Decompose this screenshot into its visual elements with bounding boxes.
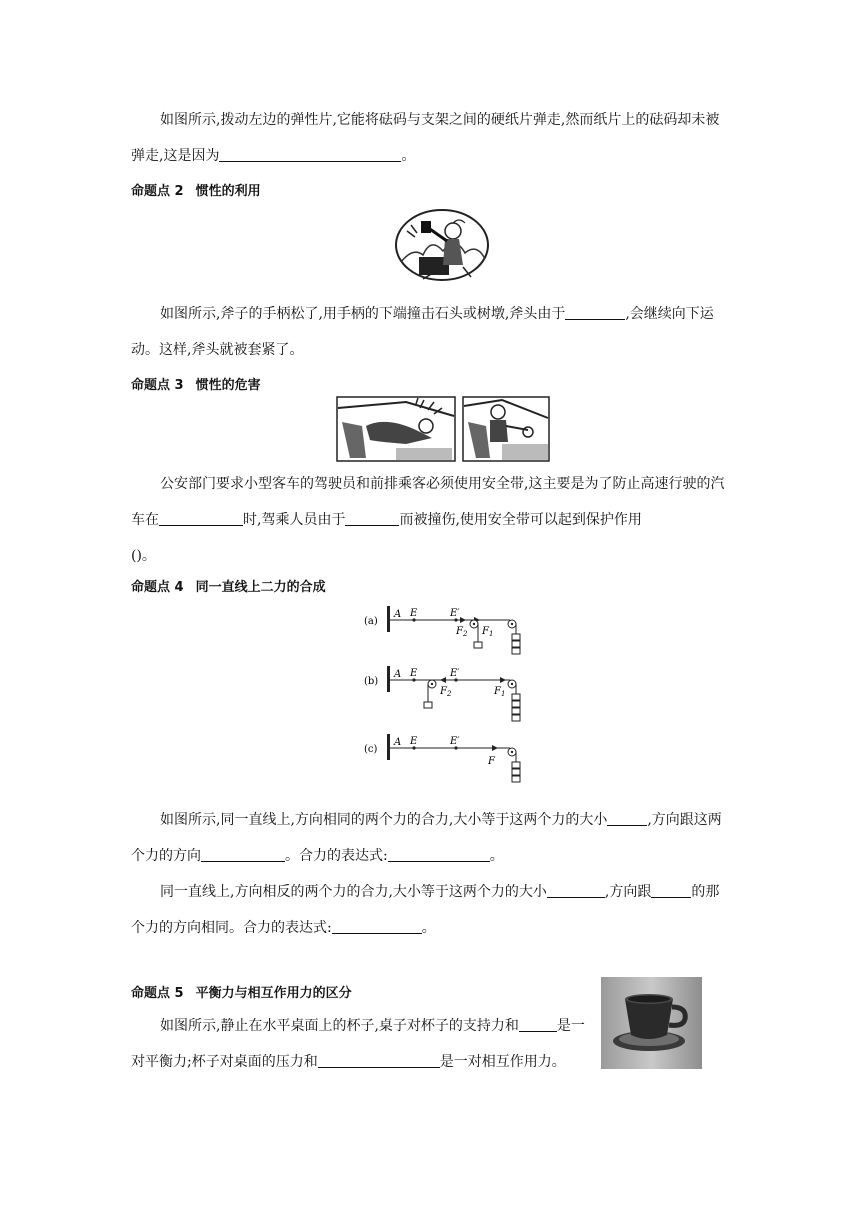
topic-heading-5 xyxy=(131,982,352,1001)
answer-blank[interactable] xyxy=(318,1053,440,1068)
diagram-row-c xyxy=(364,734,520,782)
text: 而被撞伤,使用安全带可以起到保护作用 xyxy=(399,512,642,528)
text: ,方向跟 xyxy=(604,884,652,900)
topic-title: 惯性的利用 xyxy=(195,184,261,199)
topic-number: 命题点 5 xyxy=(131,986,184,1001)
answer-blank[interactable] xyxy=(519,1017,557,1032)
text: 如图所示,同一直线上,方向相同的两个力的合力,大小等于这两个力的大小 xyxy=(160,812,608,828)
force-label-F2: $F_2$ xyxy=(440,686,452,698)
point-label-A: A xyxy=(394,609,402,620)
topic-heading-3 xyxy=(131,374,261,393)
topic-title: 同一直线上二力的合成 xyxy=(195,580,326,595)
text: 。 xyxy=(421,920,436,936)
topic-title: 平衡力与相互作用力的区分 xyxy=(195,986,352,1001)
point-label-E: E xyxy=(410,668,418,679)
point-label-E-prime: E′ xyxy=(450,608,460,619)
answer-blank[interactable] xyxy=(565,305,625,320)
force-label-F2: $F_2$ xyxy=(456,626,468,638)
point-label-A: A xyxy=(394,737,402,748)
paragraph-axe-inertia xyxy=(131,296,731,368)
text: ()。 xyxy=(131,548,156,564)
answer-blank[interactable] xyxy=(345,511,399,526)
car-crash-illustration-right xyxy=(462,396,550,462)
answer-blank[interactable] xyxy=(547,883,605,898)
topic-number: 命题点 4 xyxy=(131,580,184,595)
text: 时,驾乘人员由于 xyxy=(243,512,346,528)
row-tag: (a) xyxy=(364,616,378,627)
cup-on-table-photo xyxy=(601,977,702,1069)
answer-blank[interactable] xyxy=(651,883,691,898)
answer-blank[interactable] xyxy=(332,919,422,934)
text: 。合力的表达式: xyxy=(285,848,388,864)
text: 公安部门要求小型客车的驾驶员和前排乘客必须使用安全带,这主要是为了防止高速行驶的汽车在 xyxy=(131,476,725,528)
topic-number: 命题点 3 xyxy=(131,378,184,393)
text: 是一对平衡力;杯子对桌面的压力和 xyxy=(131,1018,585,1070)
text: 如图所示,斧子的手柄松了,用手柄的下端撞击石头或树墩,斧头由于 xyxy=(160,306,566,322)
force-composition-diagram xyxy=(360,604,530,794)
force-label-F1: $F_1$ xyxy=(482,626,494,638)
answer-blank[interactable] xyxy=(159,511,243,526)
answer-blank[interactable] xyxy=(201,847,285,862)
row-tag: (c) xyxy=(364,744,378,755)
text: 。 xyxy=(489,848,504,864)
point-label-E: E xyxy=(410,736,418,747)
answer-blank[interactable] xyxy=(219,147,401,162)
point-label-A: A xyxy=(394,669,402,680)
answer-blank[interactable] xyxy=(388,847,490,862)
text: ,方向跟这两个力的方向 xyxy=(131,812,722,864)
row-tag: (b) xyxy=(364,676,379,687)
force-label-F: F xyxy=(488,756,495,767)
paragraph-opposite-direction xyxy=(131,874,731,946)
topic-heading-4 xyxy=(131,576,326,595)
diagram-row-a xyxy=(364,606,520,654)
point-label-E-prime: E′ xyxy=(450,668,460,679)
topic-number: 命题点 2 xyxy=(131,184,184,199)
paragraph-inertia-card xyxy=(131,102,731,174)
text: 同一直线上,方向相反的两个力的合力,大小等于这两个力的大小 xyxy=(160,884,547,900)
text: ,会继续向下运动。这样,斧头就被套紧了。 xyxy=(131,306,714,358)
text: 如图所示,拨动左边的弹性片,它能将砝码与支架之间的硬纸片弹走,然而纸片上的砝码却未被弹走,这是因为 xyxy=(131,112,720,164)
point-label-E: E xyxy=(410,608,418,619)
diagram-row-b xyxy=(364,666,520,721)
text: 。 xyxy=(401,148,416,164)
paragraph-balance-vs-interaction xyxy=(131,1008,589,1080)
topic-title: 惯性的危害 xyxy=(195,378,261,393)
answer-blank[interactable] xyxy=(607,811,647,826)
text: 是一对相互作用力。 xyxy=(439,1054,566,1070)
paragraph-seatbelt xyxy=(131,466,731,574)
topic-heading-2 xyxy=(131,180,261,199)
text: 的那个力的方向相同。合力的表达式: xyxy=(131,884,720,936)
force-label-F1: $F_1$ xyxy=(494,686,506,698)
axe-hammering-illustration xyxy=(393,207,491,287)
paragraph-same-direction xyxy=(131,802,731,874)
point-label-E-prime: E′ xyxy=(450,736,460,747)
text: 如图所示,静止在水平桌面上的杯子,桌子对杯子的支持力和 xyxy=(160,1018,519,1034)
car-crash-illustration-left xyxy=(336,396,456,462)
